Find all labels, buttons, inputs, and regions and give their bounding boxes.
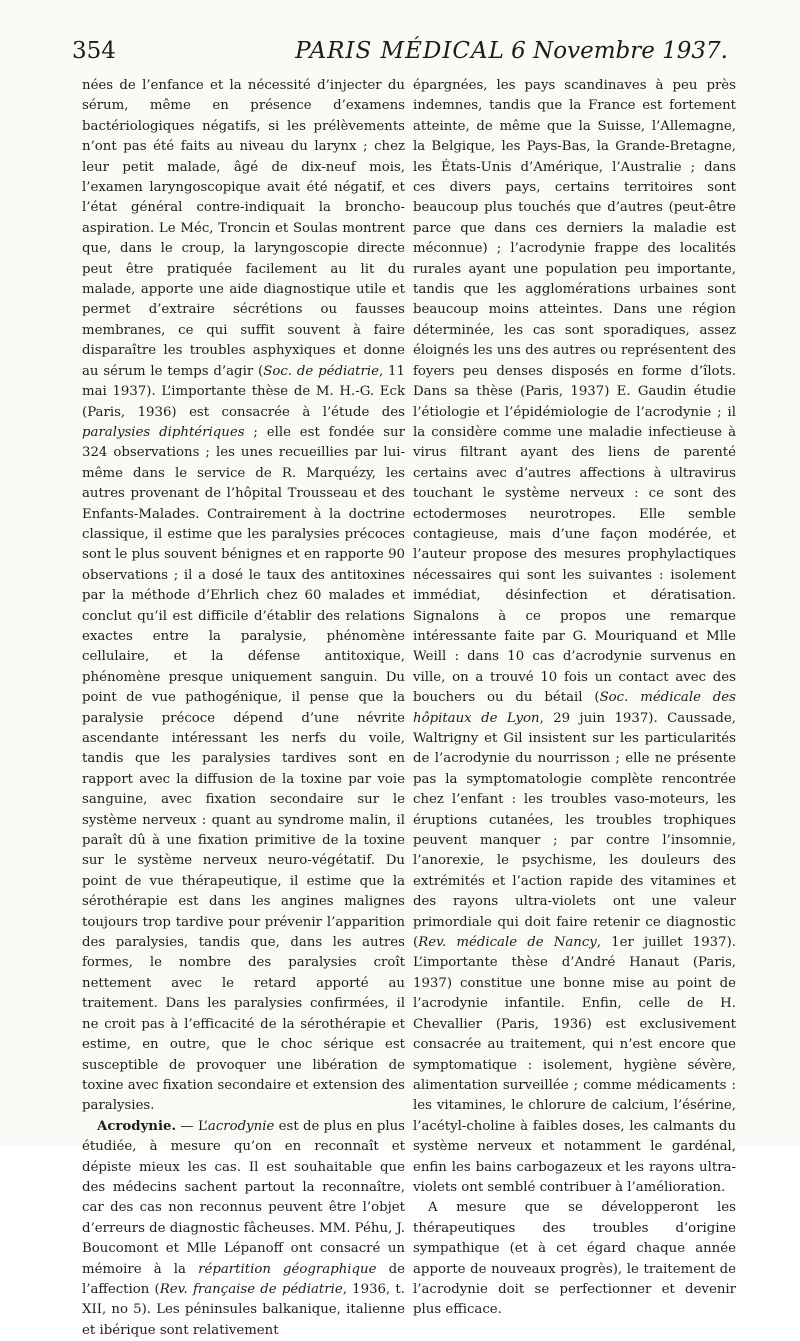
text-segment: ; elle est fondée sur 324 observations ; les unes recueillies par lui-même dans le service de R. Marquézy, les autres provenant de l’hôpital Trousseau et des Enfants-Malades. Contrairement à la doctrine classique, il estime que les paralysies précoces sont le plus souvent bénignes et en rapporte 90 observations ; il a dosé le taux des antitoxines par la méthode d’Ehrlich chez 60 malades et conclut qu’il est difficile d’établir des relations exactes entre la paralysie, phénomène cellulaire, et la défense antitoxique, phénomène presque uniquement sanguin. Du point de vue pathogénique, il pense que la paralysie précoce dépend d’une névrite ascendante intéressant les nerfs du voile, tandis que les paralysies tardives sont en rapport avec la diffusion de la toxine par voie sanguine, avec fixation secondaire sur le système nerveux : quant au syndrome malin, il paraît dû à une fixation primitive de la toxine sur le système nerveux neuro-végétatif. Du point de vue thérapeutique, il estime que la sérothérapie est dans les angines malignes toujours trop tardive pour prévenir l’apparition des paralysies, tandis que, dans les autres formes, le nombre des paralysies croît nettement avec le retard apporté au traitement. Dans les paralysies confirmées, il ne croit pas à l’efficacité de la sérothérapie et estime, en outre, que le choc sérique est susceptible de provoquer une libération de toxine avec fixation secondaire et extension des paralysies. [82,424,405,1114]
text-segment: — L’ [176,1118,208,1134]
text-segment: est de plus en plus étudiée, à mesure qu’on en reconnaît et dépiste mieux les cas. Il est souhaitable que des médecins sachent partout la reconnaître, car des cas non reconnus peuvent être l’objet d’erreurs de diagnostic fâcheuses. MM. Péhu, J. Boucomont et Mlle Lépanoff ont consacré un mémoire à la [82,1118,405,1277]
text-segment: de l’affection ( [82,1261,406,1297]
text-segment: nées de l’enfance et la nécessité d’injecter du sérum, même en présence d’examens bactériologiques négatifs, si les prélèvements n’ont pas été faits au niveau du larynx ; chez leur petit malade, âgé de dix-neuf mois, l’examen laryngoscopique avait été négatif, et l’état général contre-indiquait la broncho-aspiration. Le Méc, Troncin et Soulas montrent que, dans le croup, la laryngoscopie directe peut être pratiquée facilement au lit du malade, apporte une aide diagnostique utile et permet d’extraire sécrétions ou fausses membranes, ce qui suffit souvent à faire disparaître les troubles asphyxiques et donne au sérum le temps d’agir ( [82,78,405,379]
italic-reference: Soc. médicale des hôpitaux de Lyon [413,690,737,726]
section-heading: Acrodynie. [97,1118,177,1134]
left-column-paragraph [82,76,405,1117]
italic-reference: paralysies diphtériques [82,424,245,440]
issue-date: 6 Novembre 1937. [511,38,728,64]
italic-reference: Rev. française de pédiatrie [159,1281,343,1297]
italic-reference: Soc. de pédiatrie [263,363,379,379]
page-number: 354 [72,38,116,64]
text-segment: , 1er juillet 1937). L’importante thèse d’André Hanaut (Paris, 1937) constitue une bonne mise au point de l’acrodynie infantile. Enfin, celle de H. Chevallier (Paris, 1936) est exclusivement consacrée au traitement, qui n’est encore que symptomatique : isolement, hygiène sévère, alimentation surveillée ; comme médicaments : les vitamines, le chlorure de calcium, l’ésérine, l’acétyl-choline à faibles doses, les calmants du système nerveux et notamment le gardénal, enfin les bains carbogazeux et les rayons ultra-violets ont semblé contribuer à l’amélioration. [413,935,736,1195]
text-segment: , 1936, t. XII, no 5). Les péninsules balkanique, italienne et ibérique sont relativement [82,1281,405,1338]
italic-reference: Rev. médicale de Nancy [418,935,597,951]
left-column [82,76,405,1341]
right-column [413,76,736,1321]
text-segment: , 29 juin 1937). Caussade, Waltrigny et Gil insistent sur les particularités de l’acrodynie du nourrisson ; elle ne présente pas la symptomatologie complète rencontrée chez l’enfant : les troubles vaso-moteurs, les éruptions cutanées, les troubles trophiques peuvent manquer ; par contre l’insomnie, l’anorexie, le psychisme, les douleurs des extrémités et l’action rapide des vitamines et des rayons ultra-violets ont une valeur primordiale qui doit faire retenir ce diagnostic ( [413,710,736,951]
italic-reference: acrodynie [207,1118,275,1134]
right-column-paragraph [413,76,736,1198]
italic-reference: répartition géographique [198,1261,377,1277]
journal-title: PARIS MÉDICAL [295,38,505,64]
text-segment: épargnées, les pays scandinaves à peu près indemnes, tandis que la France est fortement atteinte, de même que la Suisse, l’Allemagne, la Belgique, les Pays-Bas, la Grande-Bretagne, les États-Unis d’Amérique, l’Australie ; dans ces divers pays, certains territoires sont beaucoup plus touchés que d’autres (peut-être parce que dans ces derniers la maladie est méconnue) ; l’acrodynie frappe des localités rurales ayant une population peu importante, tandis que les agglomérations urbaines sont beaucoup moins atteintes. Dans une région déterminée, les cas sont sporadiques, assez éloignés les uns des autres ou représentent des foyers peu denses disposés en forme d’îlots. Dans sa thèse (Paris, 1937) E. Gaudin étudie l’étiologie et l’épidémiologie de l’acrodynie ; il la considère comme une maladie infectieuse à virus filtrant ayant des liens de parenté certains avec d’autres affections à ultravirus touchant le système nerveux : ce sont des ectodermoses neurotropes. Elle semble contagieuse, mais d’une façon modérée, et l’auteur propose des mesures prophylactiques nécessaires qui sont les suivantes : isolement immédiat, désinfection et dératisation. Signalons à ce propos une remarque intéressante faite par G. Mouriquand et Mlle Weill : dans 10 cas d’acrodynie survenus en ville, on a trouvé 10 fois un contact avec des bouchers ou du bétail ( [413,78,736,706]
text-segment: A mesure que se développeront les thérapeutiques des troubles d’origine sympathique (et à cet égard chaque année apporte de nouveaux progrès), le traitement de l’acrodynie doit se perfectionner et devenir plus efficace. [413,1200,736,1318]
right-column-paragraph [413,1198,736,1320]
text-segment: , 11 mai 1937). L’importante thèse de M. H.-G. Eck (Paris, 1936) est consacrée à l’étude des [82,363,405,420]
left-column-paragraph [82,1117,405,1341]
